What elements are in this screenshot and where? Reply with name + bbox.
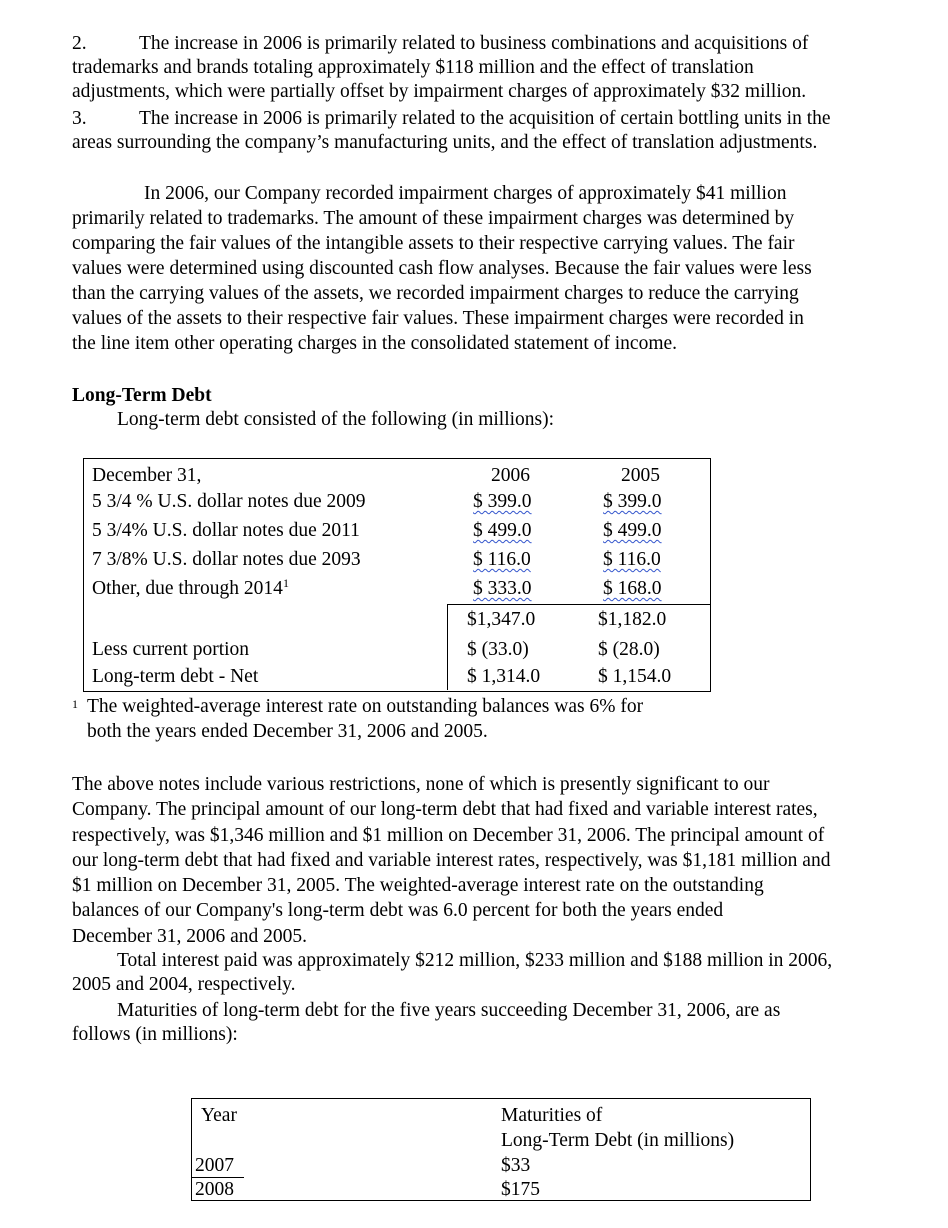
- table-divider: [447, 604, 710, 605]
- debt-row-label: 7 3/8% U.S. dollar notes due 2093: [92, 549, 361, 570]
- paragraph-line: comparing the fair values of the intangible assets to their respective carrying values. The fair: [72, 233, 795, 254]
- debt-current-label: Less current portion: [92, 639, 250, 660]
- paragraph-line: In 2006, our Company recorded impairment charges of approximately $41 million: [144, 183, 787, 204]
- maturities-header-amount-2: Long-Term Debt (in millions): [501, 1130, 735, 1151]
- maturities-header-amount: Maturities of: [501, 1105, 603, 1126]
- paragraph-line: primarily related to trademarks. The amount of these impairment charges was determined by: [72, 208, 795, 229]
- paragraph-line: Company. The principal amount of our long-term debt that had fixed and variable interest rates,: [72, 799, 818, 821]
- restrictions-paragraph: [72, 772, 932, 949]
- paragraph-line: 2005 and 2004, respectively.: [72, 974, 296, 995]
- debt-row-2006: $ 333.0: [473, 578, 532, 599]
- note-3-number: 3.: [72, 108, 87, 129]
- maturities-row-amount: $175: [501, 1179, 540, 1200]
- maturities-paragraph: [72, 999, 932, 1047]
- paragraph-line: than the carrying values of the assets, we recorded impairment charges to reduce the carrying: [72, 283, 799, 304]
- impairment-paragraph: [72, 181, 932, 356]
- debt-net-2006: $ 1,314.0: [467, 666, 541, 687]
- paragraph-line: balances of our Company's long-term debt was 6.0 percent for both the years ended: [72, 900, 724, 922]
- debt-net-2005: $ 1,154.0: [598, 666, 672, 687]
- note-2-line-1: The increase in 2006 is primarily related to business combinations and acquisitions of: [139, 33, 809, 54]
- paragraph-line: respectively, was $1,346 million and $1 million on December 31, 2006. The principal amount of: [72, 824, 825, 846]
- paragraph-line: $1 million on December 31, 2005. The weighted-average interest rate on the outstanding: [72, 875, 764, 897]
- section-intro: Long-term debt consisted of the following (in millions):: [117, 409, 555, 430]
- paragraph-line: Maturities of long-term debt for the five years succeeding December 31, 2006, are as: [117, 1000, 781, 1021]
- maturities-header-year: Year: [201, 1105, 237, 1126]
- debt-header-label: December 31,: [92, 465, 202, 486]
- debt-row-label: 5 3/4 % U.S. dollar notes due 2009: [92, 491, 366, 512]
- note-3-line-2: areas surrounding the company’s manufacturing units, and the effect of translation adjustments.: [72, 132, 818, 153]
- debt-table: [83, 458, 711, 692]
- paragraph-line: The above notes include various restrictions, none of which is presently significant to our: [72, 774, 770, 795]
- maturities-table: [191, 1098, 811, 1201]
- paragraph-line: values were determined using discounted cash flow analyses. Because the fair values were less: [72, 258, 812, 279]
- maturities-row-amount: $33: [501, 1155, 531, 1176]
- footnote-line-2: both the years ended December 31, 2006 and 2005.: [87, 721, 488, 742]
- debt-header-2006: 2006: [491, 465, 530, 486]
- note-2-line-2: trademarks and brands totaling approximately $118 million and the effect of translation: [72, 57, 754, 78]
- interest-paragraph: [72, 949, 932, 997]
- paragraph-line: follows (in millions):: [72, 1024, 238, 1045]
- debt-current-2006: $ (33.0): [467, 639, 529, 660]
- paragraph-line: values of the assets to their respective fair values. These impairment charges were recorded in: [72, 308, 804, 329]
- debt-net-label: Long-term debt - Net: [92, 666, 259, 687]
- debt-row-label-other: [92, 576, 289, 601]
- debt-row-2006: $ 399.0: [473, 491, 532, 512]
- maturities-row-year: 2008: [195, 1179, 234, 1200]
- paragraph-line: the line item other operating charges in the consolidated statement of income.: [72, 333, 678, 354]
- debt-row-2005: $ 116.0: [603, 549, 661, 570]
- table-divider: [447, 604, 448, 690]
- note-3-line-1: The increase in 2006 is primarily related to the acquisition of certain bottling units in the: [139, 108, 831, 129]
- debt-row-2006: $ 116.0: [473, 549, 531, 570]
- debt-row-2006: $ 499.0: [473, 520, 532, 541]
- debt-row-2005: $ 499.0: [603, 520, 662, 541]
- debt-current-2005: $ (28.0): [598, 639, 660, 660]
- paragraph-line: our long-term debt that had fixed and variable interest rates, respectively, was $1,181 million and: [72, 849, 831, 871]
- footnote-marker: 1: [282, 576, 289, 590]
- maturities-row-year: 2007: [195, 1155, 234, 1176]
- section-heading: Long-Term Debt: [72, 385, 212, 406]
- debt-header-2005: 2005: [621, 465, 660, 486]
- paragraph-line: Total interest paid was approximately $212 million, $233 million and $188 million in 2006,: [117, 950, 833, 971]
- debt-total-2006: $1,347.0: [467, 609, 536, 630]
- note-2-line-3: adjustments, which were partially offset by impairment charges of approximately $32 million.: [72, 81, 807, 102]
- debt-total-2005: $1,182.0: [598, 609, 667, 630]
- footnote-line-1: The weighted-average interest rate on outstanding balances was 6% for: [87, 696, 644, 717]
- debt-row-label: 5 3/4% U.S. dollar notes due 2011: [92, 520, 360, 541]
- paragraph-line: December 31, 2006 and 2005.: [72, 925, 308, 947]
- footnote-marker: 1: [72, 697, 78, 711]
- debt-row-2005: $ 168.0: [603, 578, 662, 599]
- debt-row-label: Other, due through 2014: [92, 578, 283, 599]
- note-2-number: 2.: [72, 33, 87, 54]
- debt-row-2005: $ 399.0: [603, 491, 662, 512]
